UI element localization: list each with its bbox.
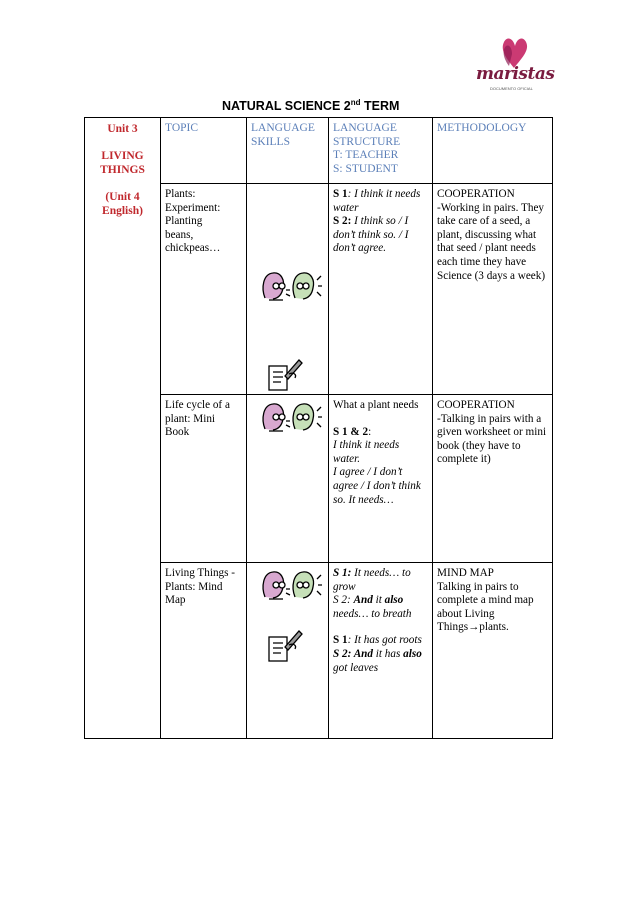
writing-hand-icon [265,627,305,665]
logo-wordmark: maristas [476,64,555,84]
logo-tagline: DOCUMENTO OFICIAL [490,86,533,91]
talking-pair-icon [259,567,323,605]
writing-hand-icon [265,356,305,394]
table-header-row [85,118,553,184]
header-methodology: METHODOLOGY [433,118,553,184]
maristas-logo [476,36,556,98]
talking-pair-icon [259,399,323,437]
unit-cell: Unit 3 LIVING THINGS (Unit 4 English) [85,118,161,739]
skills-cell [247,395,329,563]
skills-cell [247,563,329,739]
skills-cell [247,184,329,395]
header-structure: LANGUAGE STRUCTURE T: TEACHER S: STUDENT [329,118,433,184]
methodology-cell: MIND MAP Talking in pairs to complete a mind map about Living Things→plants. [433,563,553,739]
topic-cell: Life cycle of a plant: Mini Book [161,395,247,563]
topic-cell: Living Things - Plants: Mind Map [161,563,247,739]
header-skills: LANGUAGE SKILLS [247,118,329,184]
lesson-table [84,117,553,739]
talking-pair-icon [259,268,323,306]
topic-cell: Plants: Experiment: Planting beans, chickpeas… [161,184,247,395]
structure-cell: S 1: It needs… to grow S 2: And it also needs… to breath S 1: It has got roots S 2: And it has also got leaves [329,563,433,739]
methodology-cell: COOPERATION -Talking in pairs with a given worksheet or mini book (they have to complete it) [433,395,553,563]
structure-cell: What a plant needs S 1 & 2: I think it needs water. I agree / I don’t agree / I don’t think so. It needs… [329,395,433,563]
header-topic: TOPIC [161,118,247,184]
page-title: NATURAL SCIENCE 2nd TERM [222,98,400,114]
arrow-right-icon: → [468,621,480,634]
methodology-cell: COOPERATION -Working in pairs. They take care of a seed, a plant, discussing what that seed / plant needs each time they have Science (3 days a week) [433,184,553,395]
structure-cell: S 1: I think it needs water S 2: I think so / I don’t think so. / I don’t agree. [329,184,433,395]
